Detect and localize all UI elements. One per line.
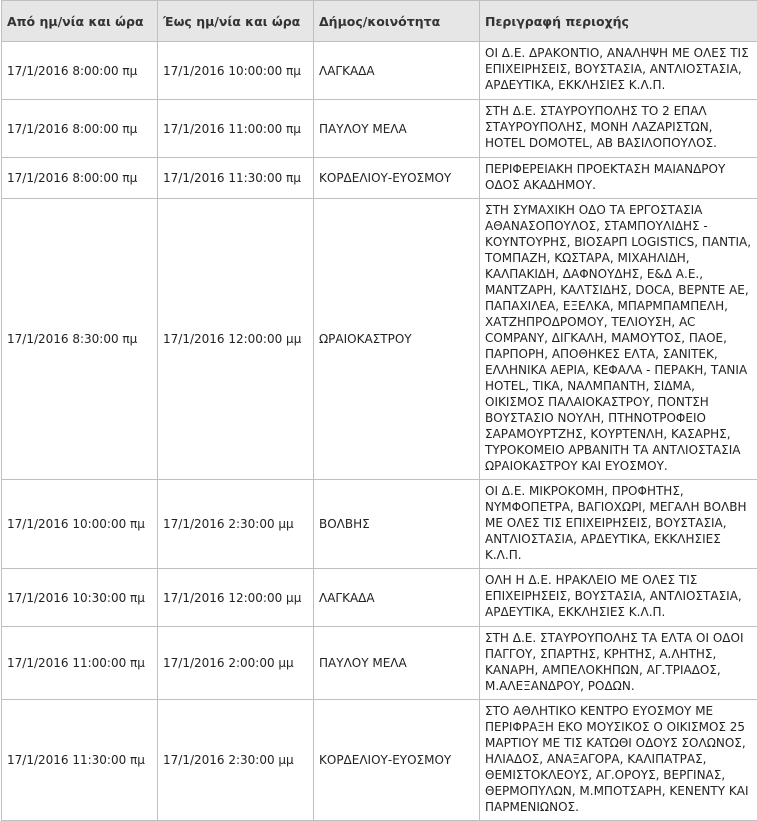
- cell-from: 17/1/2016 11:30:00 πμ: [2, 700, 158, 821]
- table-row: [2, 42, 757, 100]
- cell-description: ΣΤΟ ΑΘΛΗΤΙΚΟ ΚΕΝΤΡΟ ΕΥΟΣΜΟΥ ΜΕ ΠΕΡΙΦΡΑΞΗ ΕΚΟ ΜΟΥΣΙΚΟΣ Ο ΟΙΚΙΣΜΟΣ 25 ΜΑΡΤΙΟΥ ΜΕ ΤΙΣ ΚΑΤΩΘΙ ΟΔΟΥΣ ΣΟΛΩΝΟΣ, ΗΛΙΑΔΟΣ, ΑΝΑΞΑΓΟΡΑ, ΚΑΛΙΠΑΤΡΑΣ, ΘΕΜΙΣΤΟΚΛΕΟΥΣ, ΑΓ.ΟΡΟΥΣ, ΒΕΡΓΙΝΑΣ, ΘΕΡΜΟΠΥΛΩΝ, Μ.ΜΠΟΤΣΑΡΗ, ΚΕΝΕΝΤΥ ΚΑΙ ΠΑΡΜΕΝΙΩΝΟΣ.: [480, 700, 757, 821]
- table-row: [2, 480, 757, 569]
- cell-from: 17/1/2016 8:00:00 πμ: [2, 100, 158, 158]
- cell-from: 17/1/2016 8:00:00 πμ: [2, 158, 158, 199]
- cell-to: 17/1/2016 11:30:00 πμ: [158, 158, 314, 199]
- cell-from: 17/1/2016 10:00:00 πμ: [2, 480, 158, 569]
- table-row: [2, 199, 757, 480]
- table-row: [2, 569, 757, 627]
- cell-description: ΟΙ Δ.Ε. ΜΙΚΡΟΚΟΜΗ, ΠΡΟΦΗΤΗΣ, ΝΥΜΦΟΠΕΤΡΑ, ΒΑΓΙΟΧΩΡΙ, ΜΕΓΑΛΗ ΒΟΛΒΗ ΜΕ ΟΛΕΣ ΤΙΣ ΕΠΙΧΕΙΡΗΣΕΙΣ, ΒΟΥΣΤΑΣΙΑ, ΑΝΤΛΙΟΣΤΑΣΙΑ, ΑΡΔΕΥΤΙΚΑ, ΕΚΚΛΗΣΙΕΣ Κ.Λ.Π.: [480, 480, 757, 569]
- cell-municipality: ΛΑΓΚΑΔΑ: [314, 569, 480, 627]
- cell-description: ΣΤΗ ΣΥΜΑΧΙΚΗ ΟΔΟ ΤΑ ΕΡΓΟΣΤΑΣΙΑ ΑΘΑΝΑΣΟΠΟΥΛΟΣ, ΣΤΑΜΠΟΥΛΙΔΗΣ - ΚΟΥΝΤΟΥΡΗΣ, ΒΙΟΣΑΡΠ LOGISTICS, ΠΑΝΤΙΑ, ΤΟΜΠΑΖΗ, ΚΩΣΤΑΡΑ, ΜΙΧΑΗΛΙΔΗ, ΚΑΛΠΑΚΙΔΗ, ΔΑΦΝΟΥΔΗΣ, Ε&Δ Α.Ε., ΜΑΝΤΖΑΡΗ, ΚΑΛΤΣΙΔΗΣ, DOCA, ΒΕΡΝΤΕ ΑΕ, ΠΑΠΑΧΙΛΕΑ, ΕΞΕΛΚΑ, ΜΠΑΡΜΠΑΜΠΕΛΗ, ΧΑΤΖΗΠΡΟΔΡΟΜΟΥ, ΤΕΛΙΟΥΣΗ, AC COMPANY, ΔΙΓΚΑΛΗ, ΜΑΜΟΥΤΟΣ, ΠΑΟΕ, ΠΑΡΠΟΡΗ, ΑΠΟΘΗΚΕΣ ΕΛΤΑ, ΣΑΝΙΤΕΚ, ΕΛΛΗΝΙΚΑ ΑΕΡΙΑ, ΚΕΦΑΛΑ - ΠΕΡΑΚΗ, ΤΑΝΙΑ HOTEL, ΤΙΚΑ, ΝΑΛΜΠΑΝΤΗ, ΣΙΔΜΑ, ΟΙΚΙΣΜΟΣ ΠΑΛΑΙΟΚΑΣΤΡΟΥ, ΠΟΝΤΣΗ ΒΟΥΣΤΑΣΙΟ ΝΟΥΛΗ, ΠΤΗΝΟΤΡΟΦΕΙΟ ΣΑΡΑΜΟΥΡΤΖΗΣ, ΚΟΥΡΤΕΝΛΗ, ΚΑΣΑΡΗΣ, ΤΥΡΟΚΟΜΕΙΟ ΑΡΒΑΝΙΤΗ ΤΑ ΑΝΤΛΙΟΣΤΑΣΙΑ ΩΡΑΙΟΚΑΣΤΡΟΥ ΚΑΙ ΕΥΟΣΜΟΥ.: [480, 199, 757, 480]
- cell-to: 17/1/2016 2:00:00 μμ: [158, 627, 314, 700]
- cell-municipality: ΩΡΑΙΟΚΑΣΤΡΟΥ: [314, 199, 480, 480]
- header-to: Έως ημ/νία και ώρα: [158, 1, 314, 42]
- header-description: Περιγραφή περιοχής: [480, 1, 757, 42]
- cell-description: ΣΤΗ Δ.Ε. ΣΤΑΥΡΟΥΠΟΛΗΣ ΤΑ ΕΛΤΑ ΟΙ ΟΔΟΙ ΠΑΓΓΟΥ, ΣΠΑΡΤΗΣ, ΚΡΗΤΗΣ, Α.ΛΗΤΗΣ, ΚΑΝΑΡΗ, ΑΜΠΕΛΟΚΗΠΩΝ, ΑΓ.ΤΡΙΑΔΟΣ, Μ.ΑΛΕΞΑΝΔΡΟΥ, ΡΟΔΩΝ.: [480, 627, 757, 700]
- cell-municipality: ΠΑΥΛΟΥ ΜΕΛΑ: [314, 627, 480, 700]
- cell-municipality: ΠΑΥΛΟΥ ΜΕΛΑ: [314, 100, 480, 158]
- header-from: Από ημ/νία και ώρα: [2, 1, 158, 42]
- cell-municipality: ΛΑΓΚΑΔΑ: [314, 42, 480, 100]
- table-row: [2, 158, 757, 199]
- cell-municipality: ΒΟΛΒΗΣ: [314, 480, 480, 569]
- cell-to: 17/1/2016 2:30:00 μμ: [158, 480, 314, 569]
- cell-from: 17/1/2016 8:30:00 πμ: [2, 199, 158, 480]
- cell-from: 17/1/2016 10:30:00 πμ: [2, 569, 158, 627]
- cell-description: ΠΕΡΙΦΕΡΕΙΑΚΗ ΠΡΟΕΚΤΑΣΗ ΜΑΙΑΝΔΡΟΥ ΟΔΟΣ ΑΚΑΔΗΜΟΥ.: [480, 158, 757, 199]
- outage-table: [1, 0, 757, 821]
- cell-to: 17/1/2016 2:30:00 μμ: [158, 700, 314, 821]
- table-row: [2, 100, 757, 158]
- cell-description: ΣΤΗ Δ.Ε. ΣΤΑΥΡΟΥΠΟΛΗΣ ΤΟ 2 ΕΠΑΛ ΣΤΑΥΡΟΥΠΟΛΗΣ, ΜΟΝΗ ΛΑΖΑΡΙΣΤΩΝ, HOTEL DOMOTEL, ΑΒ ΒΑΣΙΛΟΠΟΥΛΟΣ.: [480, 100, 757, 158]
- table-row: [2, 700, 757, 821]
- cell-description: ΟΙ Δ.Ε. ΔΡΑΚΟΝΤΙΟ, ΑΝΑΛΗΨΗ ΜΕ ΟΛΕΣ ΤΙΣ ΕΠΙΧΕΙΡΗΣΕΙΣ, ΒΟΥΣΤΑΣΙΑ, ΑΝΤΛΙΟΣΤΑΣΙΑ, ΑΡΔΕΥΤΙΚΑ, ΕΚΚΛΗΣΙΕΣ Κ.Λ.Π.: [480, 42, 757, 100]
- header-row: [2, 1, 757, 42]
- table-row: [2, 627, 757, 700]
- header-municipality: Δήμος/κοινότητα: [314, 1, 480, 42]
- cell-description: ΟΛΗ Η Δ.Ε. ΗΡΑΚΛΕΙΟ ΜΕ ΟΛΕΣ ΤΙΣ ΕΠΙΧΕΙΡΗΣΕΙΣ, ΒΟΥΣΤΑΣΙΑ, ΑΝΤΛΙΟΣΤΑΣΙΑ, ΑΡΔΕΥΤΙΚΑ, ΕΚΚΛΗΣΙΕΣ Κ.Λ.Π.: [480, 569, 757, 627]
- cell-from: 17/1/2016 11:00:00 πμ: [2, 627, 158, 700]
- cell-from: 17/1/2016 8:00:00 πμ: [2, 42, 158, 100]
- cell-to: 17/1/2016 12:00:00 μμ: [158, 199, 314, 480]
- cell-to: 17/1/2016 11:00:00 πμ: [158, 100, 314, 158]
- cell-to: 17/1/2016 10:00:00 πμ: [158, 42, 314, 100]
- cell-municipality: ΚΟΡΔΕΛΙΟΥ-ΕΥΟΣΜΟΥ: [314, 158, 480, 199]
- cell-municipality: ΚΟΡΔΕΛΙΟΥ-ΕΥΟΣΜΟΥ: [314, 700, 480, 821]
- cell-to: 17/1/2016 12:00:00 μμ: [158, 569, 314, 627]
